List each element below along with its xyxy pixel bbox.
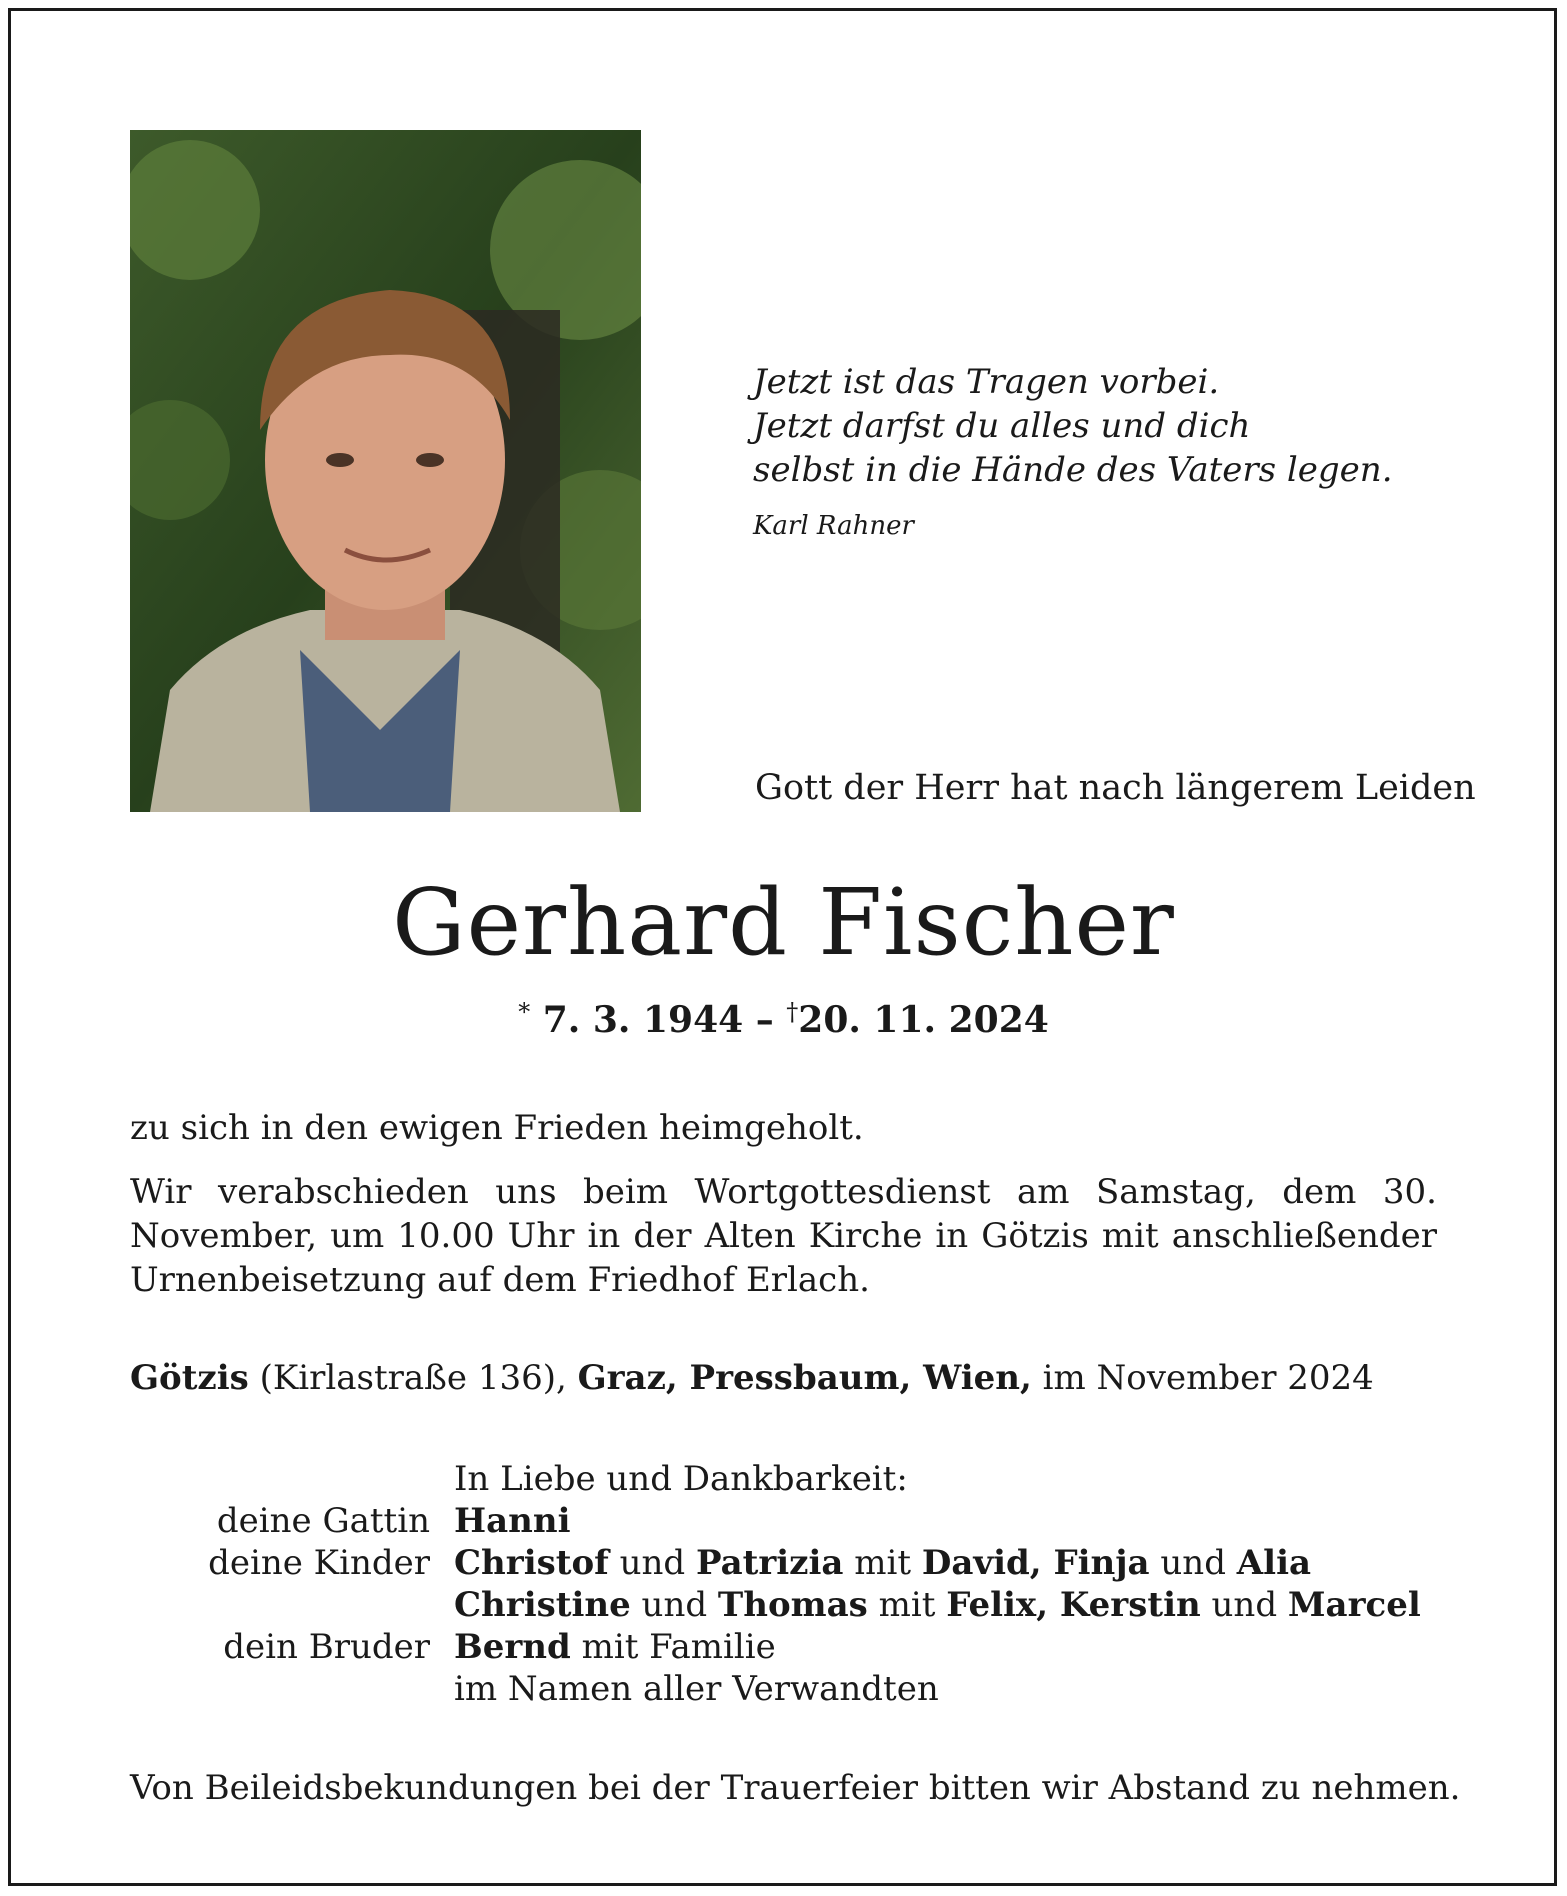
place-address: (Kirlastraße 136), — [248, 1358, 578, 1398]
relation-label: deine Kinder — [208, 1543, 430, 1583]
connector: und — [1149, 1543, 1237, 1583]
connector: und — [1200, 1585, 1288, 1625]
family-row — [130, 1626, 1421, 1668]
life-dates — [0, 998, 1567, 1041]
child-family — [454, 1542, 1421, 1584]
member-name: Christine — [454, 1585, 631, 1625]
child-family — [454, 1584, 1421, 1626]
quote-line: selbst in die Hände des Vaters legen. — [753, 450, 1393, 490]
member-name: Marcel — [1287, 1585, 1421, 1625]
member-name: David, Finja — [921, 1543, 1150, 1583]
death-date: 20. 11. 2024 — [798, 999, 1049, 1041]
connector: mit — [843, 1543, 922, 1583]
family-row — [130, 1584, 1421, 1626]
deceased-name: Gerhard Fischer — [392, 869, 1175, 976]
family-row — [130, 1458, 1421, 1500]
connector: und — [608, 1543, 696, 1583]
portrait-photo — [130, 130, 641, 812]
family-row — [130, 1668, 1421, 1710]
member-name: Thomas — [717, 1585, 868, 1625]
relation-label: deine Gattin — [216, 1501, 430, 1541]
family-list — [130, 1458, 1421, 1710]
family-row — [130, 1500, 1421, 1542]
member-name: Alia — [1236, 1543, 1312, 1583]
intro-text: Gott der Herr hat nach längerem Leiden — [755, 768, 1476, 808]
member-name: Christof — [454, 1543, 609, 1583]
quote-line: Jetzt darfst du alles und dich — [753, 406, 1251, 446]
paragraph-ceremony: Wir verabschieden uns beim Wortgottesdienst am Samstag, dem 30. November, um 10.00 Uhr in der Alten Kirche in Götzis mit anschließender Urnenbeisetzung auf dem Friedhof Erlach. — [130, 1172, 1437, 1300]
place-date: im November 2024 — [1031, 1358, 1374, 1398]
birth-symbol: * — [518, 998, 531, 1026]
family-row — [130, 1542, 1421, 1584]
footer-note: Von Beileidsbekundungen bei der Trauerfeier bitten wir Abstand zu nehmen. — [130, 1768, 1461, 1808]
death-symbol: † — [786, 998, 799, 1026]
date-separator: – — [755, 999, 774, 1041]
place-goetzis: Götzis — [130, 1358, 249, 1398]
member-name: Patrizia — [695, 1543, 844, 1583]
birth-date: 7. 3. 1944 — [542, 999, 744, 1041]
connector: und — [630, 1585, 718, 1625]
family-heading: In Liebe und Dankbarkeit: — [454, 1459, 908, 1499]
spouse-name: Hanni — [454, 1501, 571, 1541]
place-cities: Graz, Pressbaum, Wien, — [577, 1358, 1032, 1398]
quote-author: Karl Rahner — [753, 511, 914, 541]
connector: mit Familie — [570, 1627, 776, 1667]
connector: mit — [867, 1585, 947, 1625]
member-name: Felix, Kerstin — [946, 1585, 1201, 1625]
relation-label: dein Bruder — [223, 1627, 430, 1667]
paragraph-heimgeholt: zu sich in den ewigen Frieden heimgeholt. — [130, 1108, 864, 1148]
brother-entry — [454, 1626, 1421, 1668]
places-line — [130, 1358, 1374, 1398]
member-name: Bernd — [454, 1627, 571, 1667]
relatives-line: im Namen aller Verwandten — [454, 1669, 939, 1709]
quote-line: Jetzt ist das Tragen vorbei. — [753, 362, 1220, 402]
memorial-quote — [753, 360, 1453, 548]
